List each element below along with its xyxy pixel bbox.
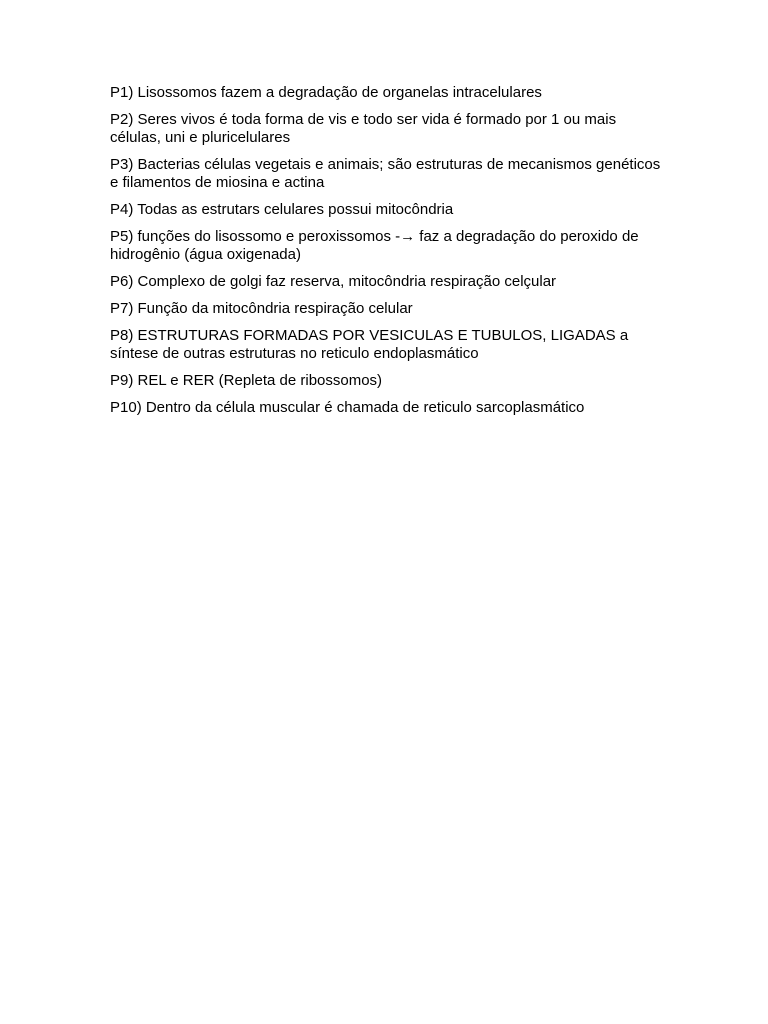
note-item: P6) Complexo de golgi faz reserva, mitocôndria respiração celçular [110,273,557,290]
note-item: P3) Bacterias células vegetais e animais; são estruturas de mecanismos genéticos e filamentos de miosina e actina [110,156,661,191]
note-item: P1) Lisossomos fazem a degradação de organelas intracelulares [110,84,542,101]
note-item: P5) funções do lisossomo e peroxissomos -→ faz a degradação do peroxido de hidrogênio (água oxigenada) [110,228,639,263]
note-item: P8) ESTRUTURAS FORMADAS POR VESICULAS E TUBULOS, LIGADAS a síntese de outras estruturas no reticulo endoplasmático [110,327,629,362]
notes-list [110,84,670,426]
note-item: P2) Seres vivos é toda forma de vis e todo ser vida é formado por 1 ou mais células, uni e pluricelulares [110,111,617,146]
note-item: P4) Todas as estrutars celulares possui mitocôndria [110,201,454,218]
note-item: P10) Dentro da célula muscular é chamada de reticulo sarcoplasmático [110,399,585,416]
note-item: P7) Função da mitocôndria respiração celular [110,300,413,317]
note-item: P9) REL e RER (Repleta de ribossomos) [110,372,383,389]
